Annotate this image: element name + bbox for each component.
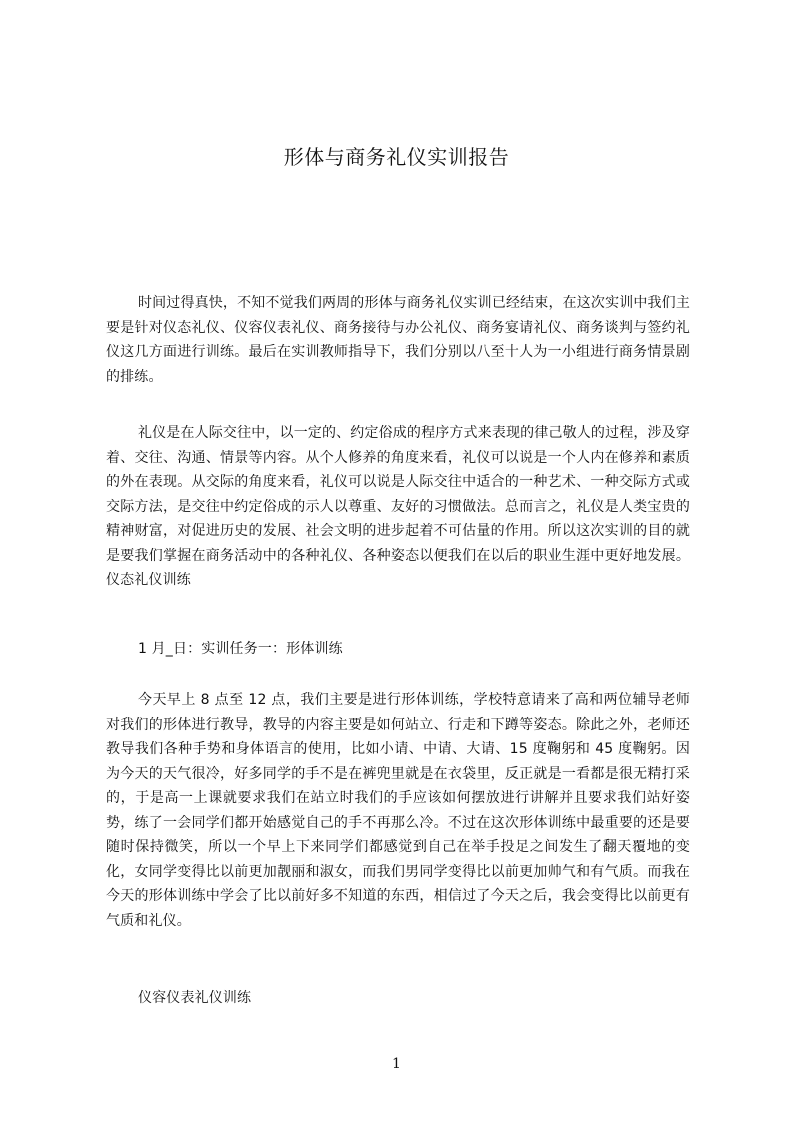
section-heading-appearance-training: 仪容仪表礼仪训练 bbox=[138, 990, 252, 1006]
paragraph-intro: 时间过得真快，不知不觉我们两周的形体与商务礼仪实训已经结束，在这次实训中我们主要是针对仪态礼仪、仪容仪表礼仪、商务接待与办公礼仪、商务宴请礼仪、商务谈判与签约礼仪这几方面进行训练。最后在实训教师指导下，我们分别以八至十人为一小组进行商务情景剧的排练。 bbox=[106, 295, 690, 385]
document-title: 形体与商务礼仪实训报告 bbox=[283, 145, 510, 169]
paragraph-etiquette-definition: 礼仪是在人际交往中，以一定的、约定俗成的程序方式来表现的律己敬人的过程，涉及穿着、交往、沟通、情景等内容。从个人修养的角度来看，礼仪可以说是一个人内在修养和素质的外在表现。从交际的角度来看，礼仪可以说是人际交往中适合的一种艺术、一种交际方式或交际方法，是交往中约定俗成的示人以尊重、友好的习惯做法。总而言之，礼仪是人类宝贵的精神财富，对促进历史的发展、社会文明的进步起着不可估量的作用。所以这次实训的目的就是要我们掌握在商务活动中的各种礼仪、各种姿态以便我们在以后的职业生涯中更好地发展。仪态礼仪训练 bbox=[106, 425, 690, 588]
section-heading-task-one: 1 月_日：实训任务一：形体训练 bbox=[138, 641, 343, 657]
paragraph-posture-training: 今天早上 8 点至 12 点，我们主要是进行形体训练，学校特意请来了高和两位辅导老师对我们的形体进行教导，教导的内容主要是如何站立、行走和下蹲等姿态。除此之外，老师还教导我们各种手势和身体语言的使用，比如小请、中请、大请、15 度鞠躬和 45 度鞠躬。因为今天的天气很冷，好多同学的手不是在裤兜里就是在衣袋里，反正就是一看都是很无精打采的，于是高一上课就要求我们在站立时我们的手应该如何摆放进行讲解并且要求我们站好姿势，练了一会同学们都开始感觉自己的手不再那么冷。不过在这次形体训练中最重要的还是要随时保持微笑，所以一个早上下来同学们都感觉到自己在举手投足之间发生了翻天覆地的变化，女同学变得比以前更加靓丽和淑女，而我们男同学变得比以前更加帅气和有气质。而我在今天的形体训练中学会了比以前好多不知道的东西，相信过了今天之后，我会变得比以前更有气质和礼仪。 bbox=[106, 692, 690, 929]
page-number: 1 bbox=[392, 1056, 401, 1072]
